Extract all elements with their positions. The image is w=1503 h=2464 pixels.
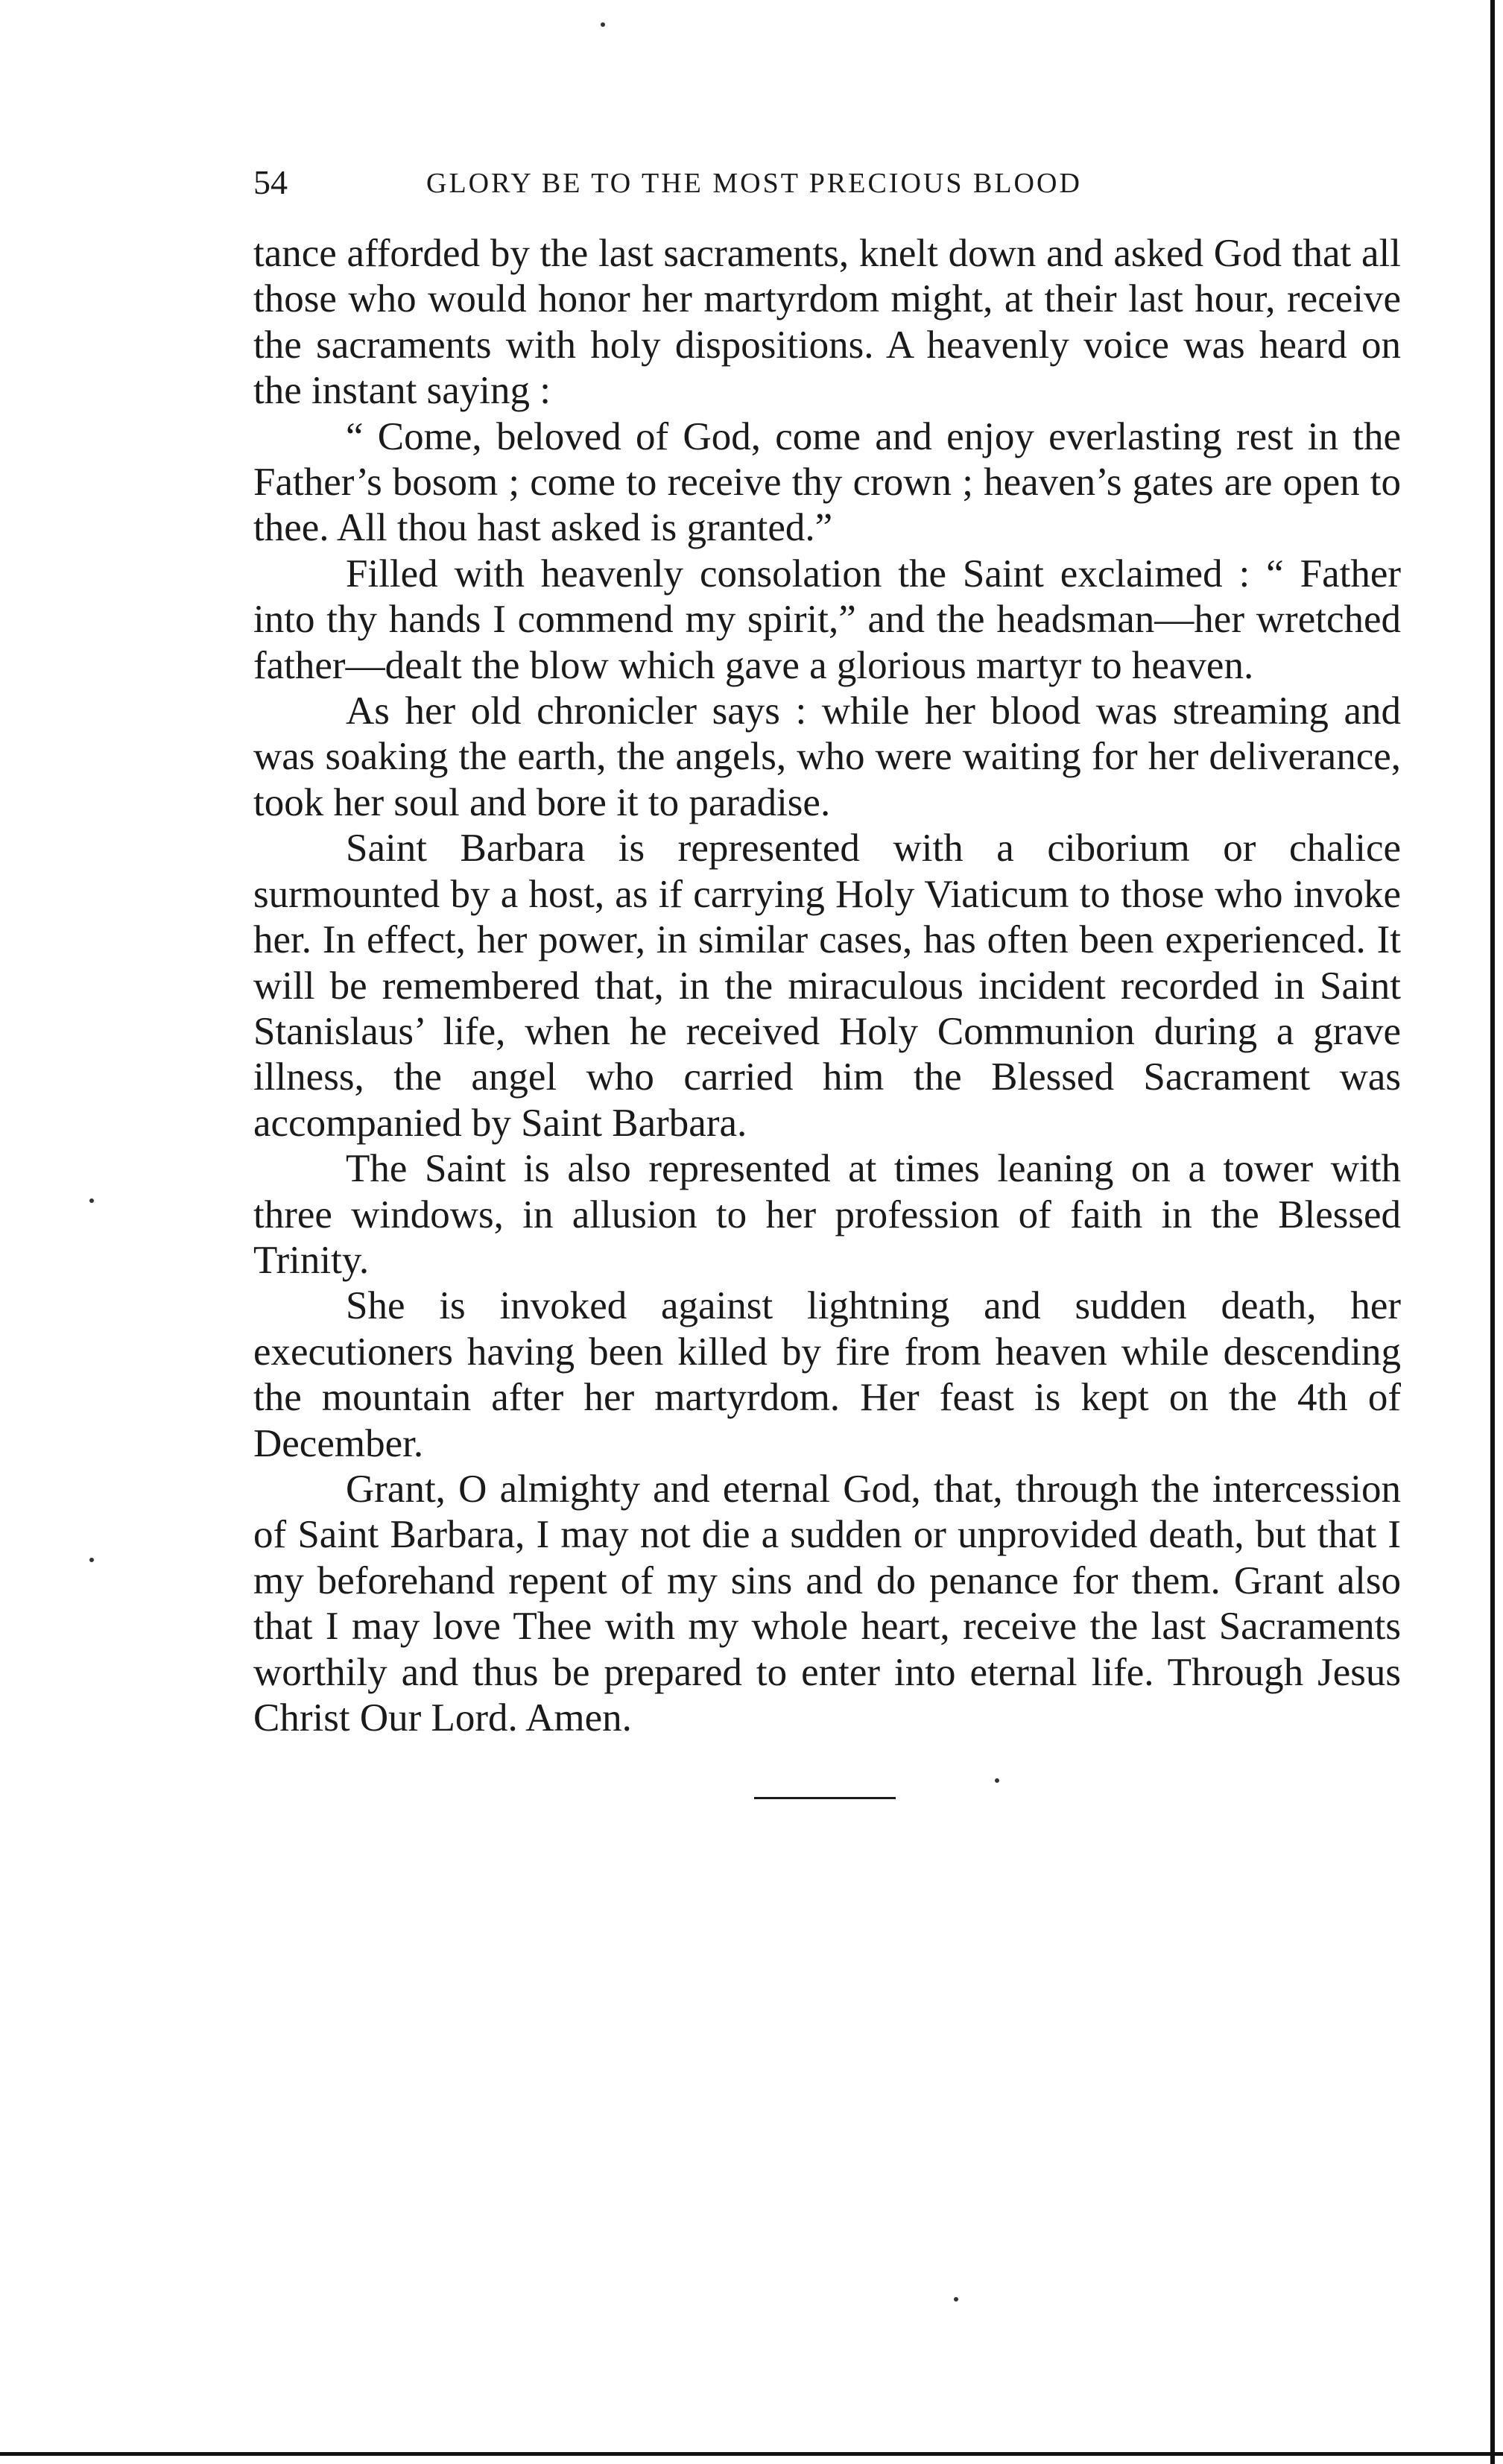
page-number: 54: [253, 163, 288, 201]
scan-edge-bottom: [0, 2452, 1503, 2456]
body-text: [253, 231, 1401, 1741]
scan-speck: [954, 2297, 958, 2302]
paragraph: She is invoked against lightning and sudden death, her executioners having been killed by fire from heaven while descending the mountain after her martyrdom. Her feast is kept on the 4th of December.: [253, 1284, 1401, 1465]
paragraph: The Saint is also represented at times leaning on a tower with three windows, in allusion to her profession of faith in the Blessed Trinity.: [253, 1147, 1401, 1282]
end-rule: [754, 1797, 896, 1799]
paragraph: tance afforded by the last sacraments, knelt down and asked God that all those who would honor her martyrdom might, at their last hour, receive the sacraments with holy dispositions. A heavenly voice was heard on the instant saying :: [253, 232, 1401, 413]
paragraph: Filled with heavenly consolation the Saint exclaimed : “ Father into thy hands I commend my spirit,” and the headsman—her wretched father—dealt the blow which gave a glorious martyr to heaven.: [253, 552, 1401, 687]
paragraph: Grant, O almighty and eternal God, that, through the intercession of Saint Barbara, I may not die a sudden or unprovided death, but that I my beforehand repent of my sins and do penance for them. Grant also that I may love Thee with my whole heart, receive the last Sacraments worthily and thus be prepared to enter into eternal life. Through Jesus Christ Our Lord. Amen.: [253, 1467, 1401, 1740]
scan-speck: [601, 22, 605, 27]
scan-speck: [995, 1778, 999, 1783]
running-head: GLORY BE TO THE MOST PRECIOUS BLOOD: [426, 168, 1082, 199]
scan-edge-right: [1490, 0, 1495, 2464]
scan-speck: [89, 1558, 94, 1562]
paragraph: Saint Barbara is represented with a ciborium or chalice surmounted by a host, as if carrying Holy Viaticum to those who invoke her. In effect, her power, in similar cases, has often been experienced. It will be remembered that, in the miraculous incident recorded in Saint Stanislaus’ life, when he received Holy Communion during a grave illness, the angel who carried him the Blessed Sacrament was accompanied by Saint Barbara.: [253, 827, 1401, 1145]
scan-speck: [89, 1198, 94, 1203]
paragraph: “ Come, beloved of God, come and enjoy everlasting rest in the Father’s bosom ; come to receive thy crown ; heaven’s gates are open to thee. All thou hast asked is granted.”: [253, 414, 1401, 550]
page-header: [253, 162, 1252, 207]
paragraph: As her old chronicler says : while her blood was streaming and was soaking the earth, the angels, who were waiting for her deliverance, took her soul and bore it to paradise.: [253, 689, 1401, 824]
